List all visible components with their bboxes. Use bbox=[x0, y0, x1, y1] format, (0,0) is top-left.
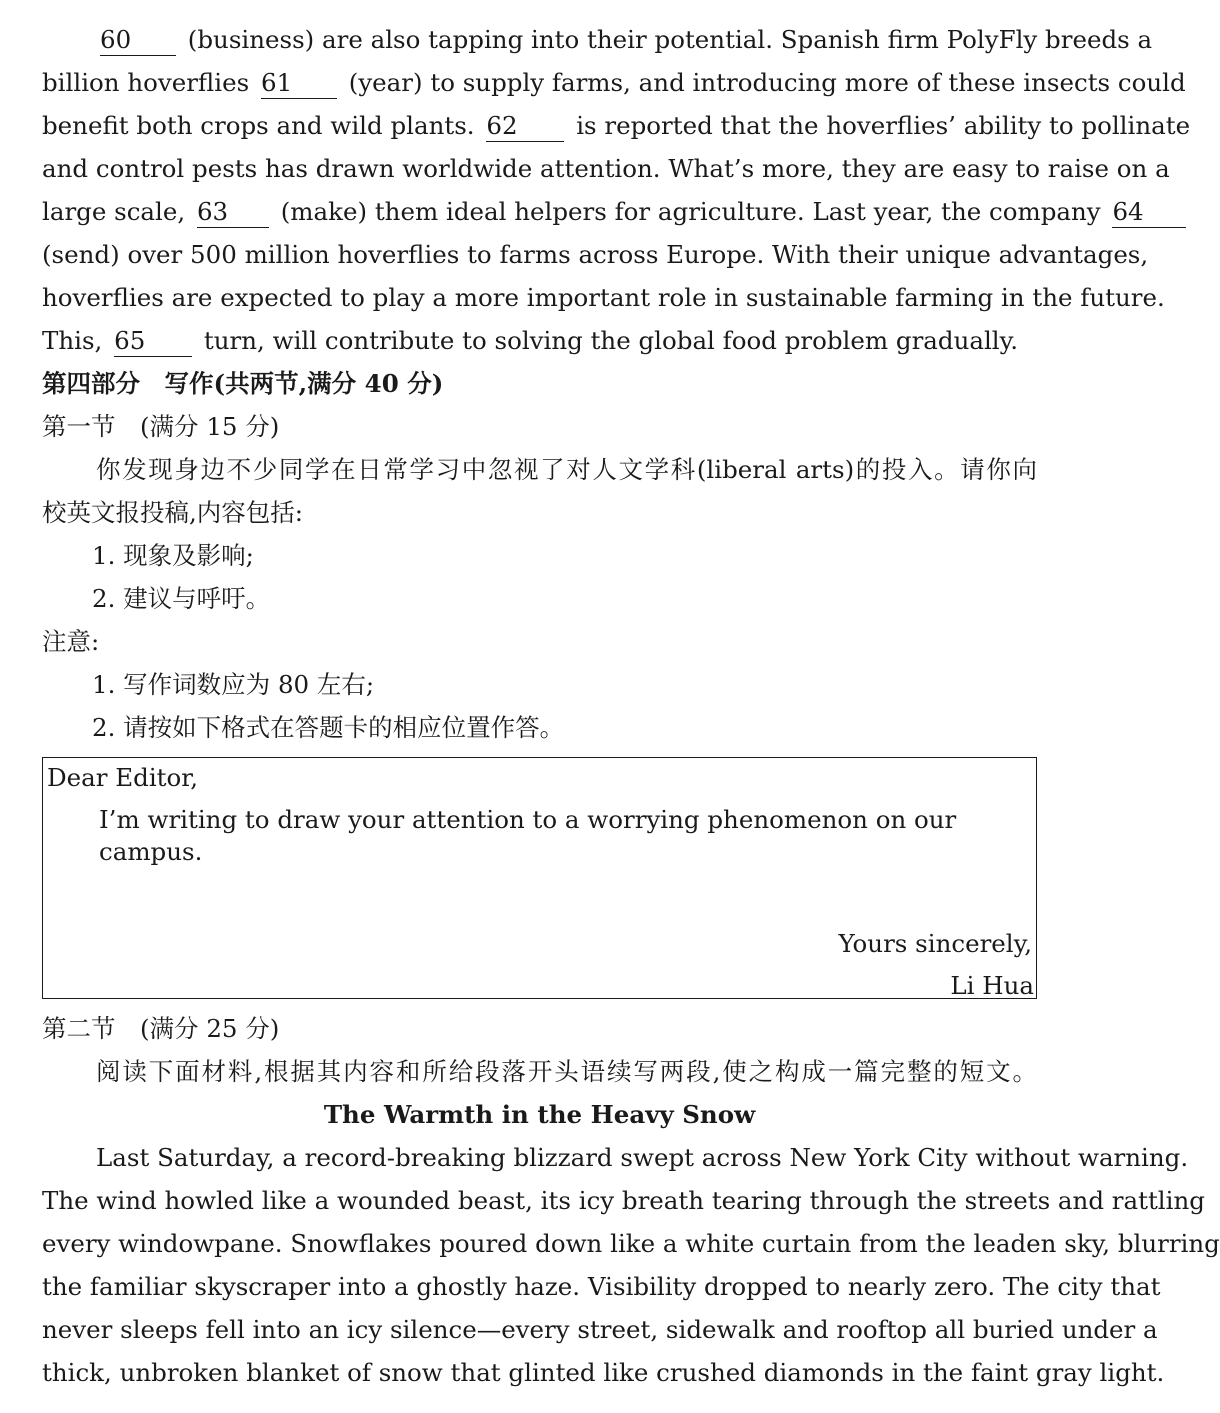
prompt-item-2: 2. 建议与呼吁。 bbox=[92, 584, 271, 613]
passage-line-3 bbox=[42, 104, 1191, 147]
story-line-5: never sleeps fell into an icy silence—every street, sidewalk and rooftop all buried under a bbox=[42, 1315, 1158, 1344]
letter-greeting: Dear Editor, bbox=[47, 763, 199, 792]
prompt-item-1: 1. 现象及影响; bbox=[92, 541, 254, 570]
section1-prompt-line-2: 校英文报投稿,内容包括: bbox=[42, 498, 304, 527]
note-item-2: 2. 请按如下格式在答题卡的相应位置作答。 bbox=[92, 713, 565, 742]
story-line-6: thick, unbroken blanket of snow that glinted like crushed diamonds in the faint gray light. bbox=[42, 1358, 1165, 1387]
blank-60: 60 bbox=[100, 25, 176, 56]
blank-64: 64 bbox=[1112, 197, 1186, 228]
story-line-3: every windowpane. Snowflakes poured down like a white curtain from the leaden sky, blurring bbox=[42, 1229, 1220, 1258]
passage-text: (business) are also tapping into their potential. Spanish firm PolyFly breeds a bbox=[187, 25, 1153, 54]
passage-text: (year) to supply farms, and introducing more of these insects could bbox=[348, 68, 1186, 97]
section2-heading: 第二节 (满分 25 分) bbox=[42, 1014, 280, 1043]
section2-instruction: 阅读下面材料,根据其内容和所给段落开头语续写两段,使之构成一篇完整的短文。 bbox=[96, 1057, 1037, 1086]
exam-page bbox=[42, 18, 1220, 1394]
letter-closing: Yours sincerely, bbox=[838, 929, 1032, 958]
passage-line-2 bbox=[42, 61, 1186, 104]
letter-opening: I’m writing to draw your attention to a worrying phenomenon on our campus. bbox=[99, 805, 957, 866]
passage-line-1 bbox=[42, 18, 1153, 61]
blank-65: 65 bbox=[114, 326, 192, 357]
note-item-1: 1. 写作词数应为 80 左右; bbox=[92, 670, 375, 699]
passage-text: benefit both crops and wild plants. bbox=[42, 111, 475, 140]
letter-signature: Li Hua bbox=[950, 971, 1034, 1000]
passage-text: large scale, bbox=[42, 197, 186, 226]
passage-line-6: (send) over 500 million hoverflies to farms across Europe. With their unique advantages, bbox=[42, 240, 1149, 269]
passage-line-5 bbox=[42, 190, 1144, 233]
story-line-4: the familiar skyscraper into a ghostly haze. Visibility dropped to nearly zero. The city that bbox=[42, 1272, 1161, 1301]
passage-text: (make) them ideal helpers for agriculture. Last year, the company bbox=[280, 197, 1101, 226]
passage-line-4: and control pests has drawn worldwide attention. What’s more, they are easy to raise on a bbox=[42, 154, 1170, 183]
blank-62: 62 bbox=[486, 111, 564, 142]
story-title: The Warmth in the Heavy Snow bbox=[323, 1100, 756, 1129]
passage-text: billion hoverflies bbox=[42, 68, 250, 97]
passage-text: turn, will contribute to solving the global food problem gradually. bbox=[203, 326, 1019, 355]
blank-63: 63 bbox=[197, 197, 269, 228]
section1-prompt-line-1: 你发现身边不少同学在日常学习中忽视了对人文学科(liberal arts)的投入。请你向 bbox=[96, 455, 1037, 484]
passage-text: is reported that the hoverflies’ ability to pollinate bbox=[576, 111, 1191, 140]
blank-61: 61 bbox=[261, 68, 337, 99]
passage-line-7: hoverflies are expected to play a more important role in sustainable farming in the future. bbox=[42, 283, 1165, 312]
section1-heading: 第一节 (满分 15 分) bbox=[42, 412, 280, 441]
letter-template-box bbox=[42, 757, 1037, 999]
passage-line-8 bbox=[42, 319, 1037, 362]
passage-text: This, bbox=[42, 326, 103, 355]
part4-heading: 第四部分 写作(共两节,满分 40 分) bbox=[42, 369, 444, 398]
story-line-1: Last Saturday, a record-breaking blizzard swept across New York City without warning. bbox=[96, 1143, 1189, 1172]
story-line-2: The wind howled like a wounded beast, its icy breath tearing through the streets and rattling bbox=[42, 1186, 1205, 1215]
notes-label: 注意: bbox=[42, 627, 100, 656]
